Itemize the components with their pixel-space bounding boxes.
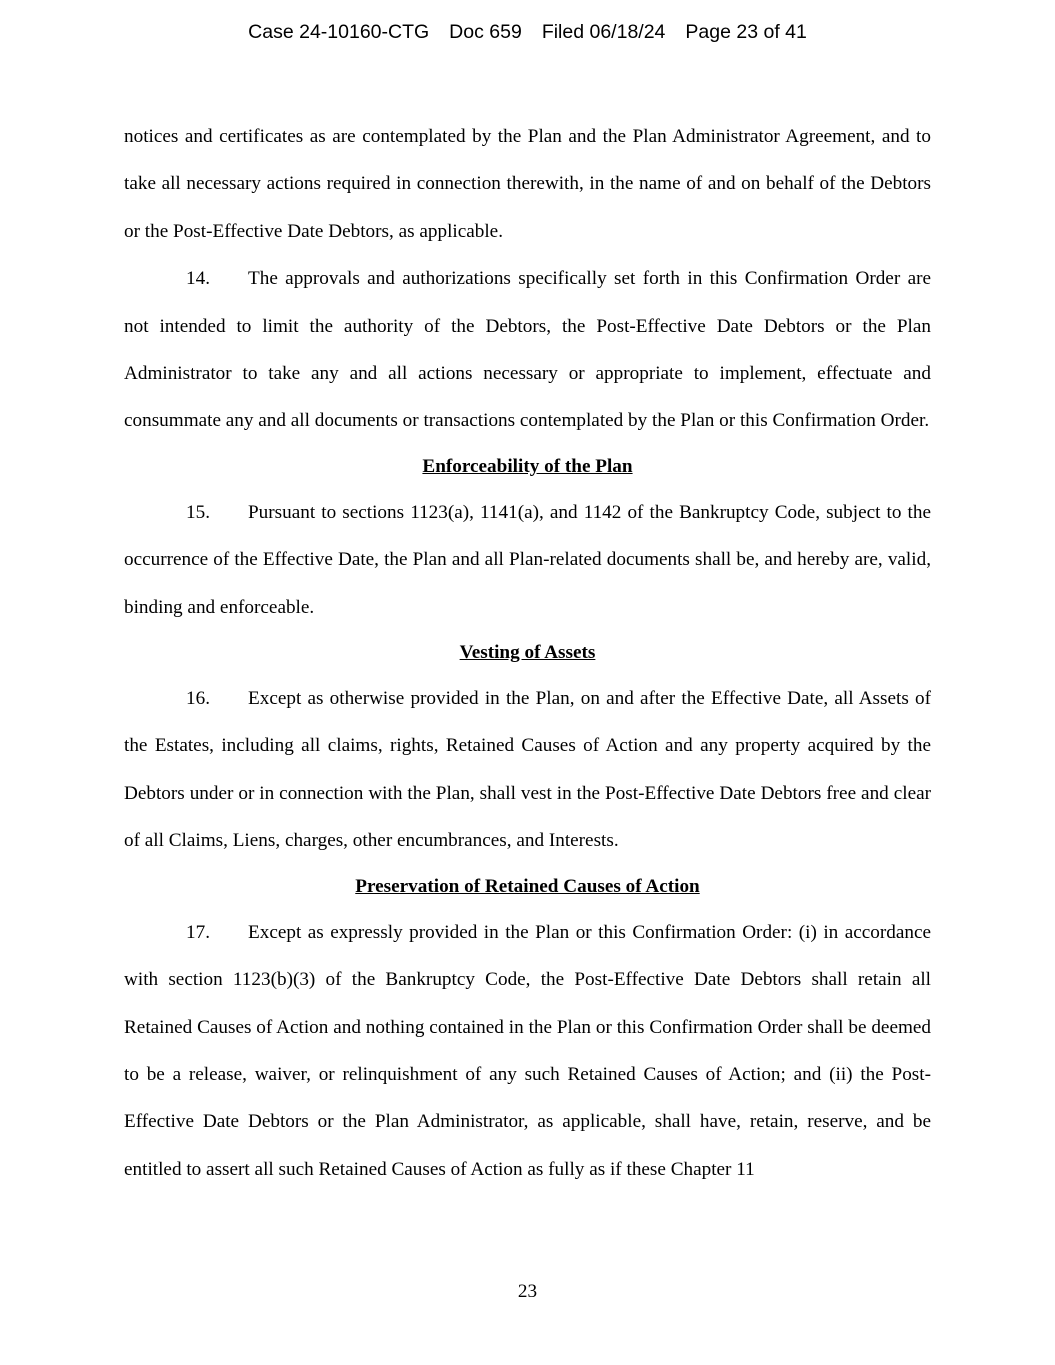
paragraph-continuation: notices and certificates as are contemplated by the Plan and the Plan Administrator Agreement, and to take all necessary actions required in connection therewith, in the name of and on behalf of the Debtors or the Post-Effective Date Debtors, as applicable. [124, 126, 931, 242]
paragraph-text: Except as otherwise provided in the Plan, on and after the Effective Date, all Assets of the Estates, including all claims, rights, Retained Causes of Action and any property acquired by the Debtors under or in connection with the Plan, shall vest in the Post-Effective Date Debtors free and clear of all Claims, Liens, charges, other encumbrances, and Interests. [124, 688, 931, 852]
paragraph-14 [124, 255, 931, 445]
paragraph-15 [124, 489, 931, 631]
section-heading-enforceability: Enforceability of the Plan [422, 455, 633, 477]
paragraph-number: 16. [186, 688, 210, 710]
section-heading-vesting: Vesting of Assets [459, 642, 596, 664]
paragraph-text: The approvals and authorizations specifically set forth in this Confirmation Order are not intended to limit the authority of the Debtors, the Post-Effective Date Debtors or the Plan Administrator to take any and all actions necessary or appropriate to implement, effectuate and consummate any and all documents or transactions contemplated by the Plan or this Confirmation Order. [124, 268, 931, 432]
paragraph-16 [124, 675, 931, 865]
doc-number: Doc 659 [449, 21, 522, 43]
document-body [124, 113, 931, 1193]
paragraph-number: 15. [186, 501, 210, 523]
paragraph-17 [124, 909, 931, 1193]
page-indicator: Page 23 of 41 [685, 21, 807, 43]
page-number-footer: 23 [517, 1281, 538, 1302]
case-number: Case 24-10160-CTG [248, 21, 430, 43]
paragraph-number: 17. [186, 921, 210, 943]
paragraph-number: 14. [186, 268, 210, 290]
section-heading-preservation: Preservation of Retained Causes of Action [355, 875, 700, 897]
paragraph-text: Pursuant to sections 1123(a), 1141(a), and 1142 of the Bankruptcy Code, subject to the occurrence of the Effective Date, the Plan and all Plan-related documents shall be, and hereby are, valid, binding and enforceable. [124, 501, 931, 618]
page-header [0, 18, 1055, 46]
filed-date: Filed 06/18/24 [541, 21, 666, 43]
paragraph-text: Except as expressly provided in the Plan or this Confirmation Order: (i) in accordance with section 1123(b)(3) of the Bankruptcy Code, the Post-Effective Date Debtors shall retain all Retained Causes of Action and nothing contained in the Plan or this Confirmation Order shall be deemed to be a release, waiver, or relinquishment of any such Retained Causes of Action; and (ii) the Post-Effective Date Debtors or the Plan Administrator, as applicable, shall have, retain, reserve, and be entitled to assert all such Retained Causes of Action as fully as if these Chapter 11 [124, 921, 931, 1180]
